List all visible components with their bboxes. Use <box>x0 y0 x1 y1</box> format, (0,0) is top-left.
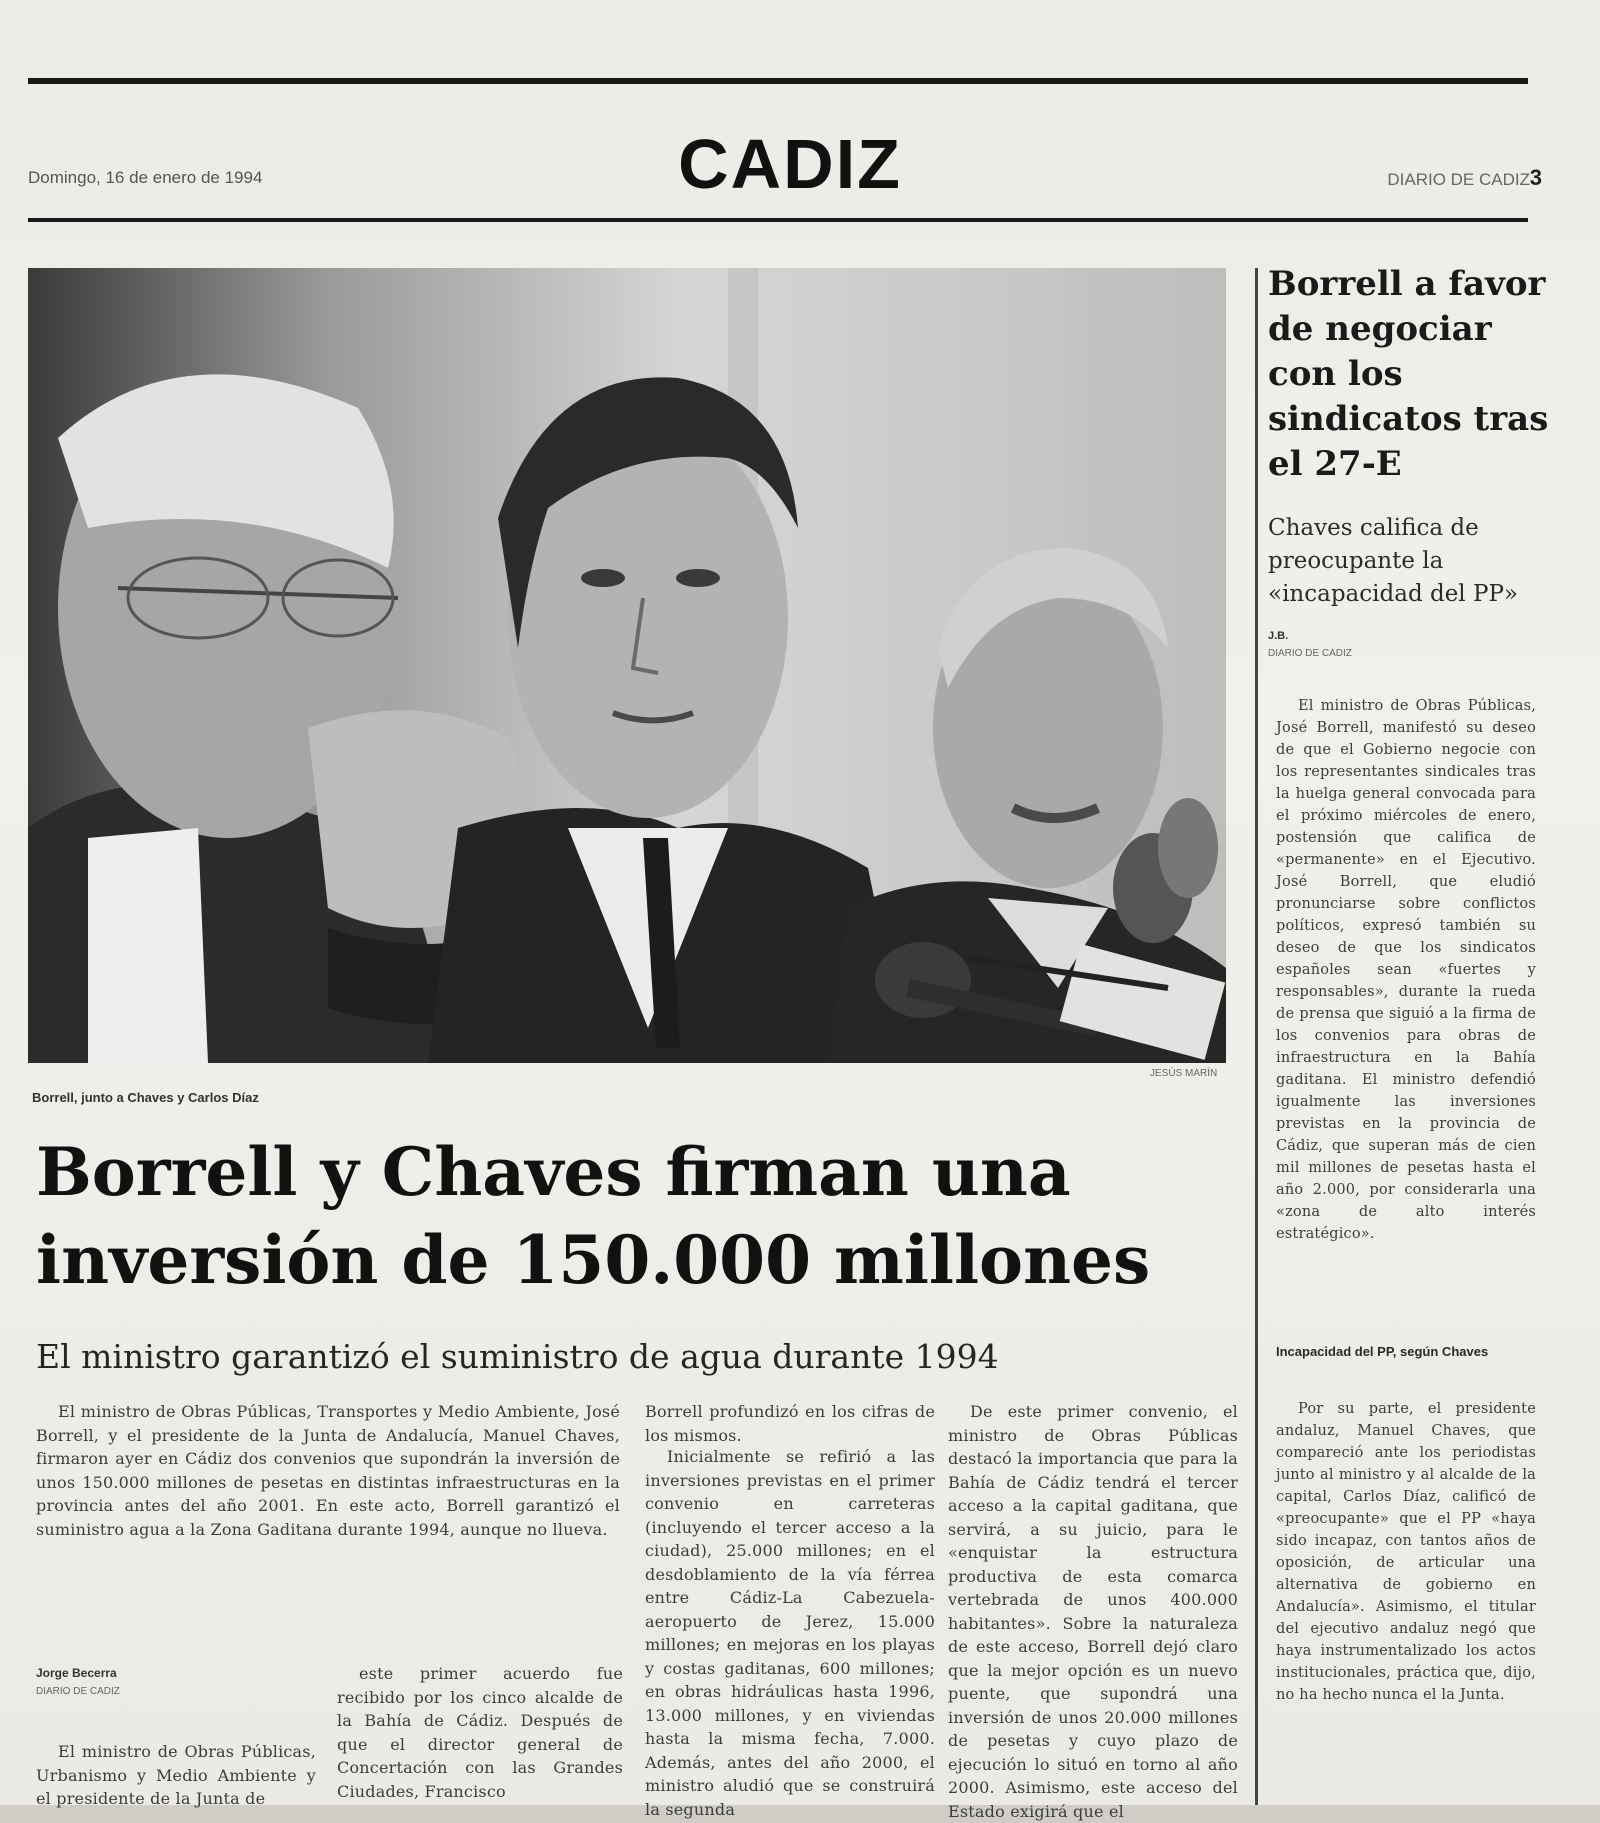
page-number: 3 <box>1529 165 1542 190</box>
column-2-text: Inicialmente se refirió a las inversiones previstas en el primer convenio en carreteras (incluyendo el tercer acceso a la ciudad), 25.000 millones; en el desdoblamiento de la vía férrea entre Cádiz-La Cabezuela-aeropuerto de Jerez, 15.000 millones; en mejoras en los playas y costas gaditanas, 600 millones; en obras hidráulicas hasta 1996, 13.000 millones, y en viviendas hasta la misma fecha, 7.000. Además, antes del año 2000, el ministro aludió que se construirá la segunda <box>645 1447 935 1819</box>
column-1b-text: este primer acuerdo fue recibido por los cinco alcalde de la Bahía de Cádiz. Después de que el director general de Concertación con las Grandes Ciudades, Francisco <box>337 1664 623 1801</box>
sidebar-subheadline: Chaves califica de preocupante la «incapacidad del PP» <box>1268 515 1519 607</box>
headline-line-2: inversión de 150.000 millones <box>36 1221 1151 1299</box>
article-column-1b <box>337 1662 623 1805</box>
column-2-top-text: Borrell profundizó en los cifras de los mismos. <box>645 1402 935 1445</box>
article-lead <box>36 1400 620 1635</box>
sidebar-text-1: El ministro de Obras Públicas, José Borrell, manifestó su deseo de que el Gobierno negocie con los representantes sindicales tras la huelga general convocada para el próximo miércoles de enero, postensión que califica de «permanente» en el Ejecutivo. José Borrell, que eludió pronunciarse sobre conflictos políticos, expresó también su deseo de que los sindicatos españoles sean «fuertes y responsables», durante la rueda de prensa que siguió a la firma de los convenios para obras de infraestructura en la Bahía gaditana. El ministro defendió igualmente las inversiones previstas en la provincia de Cádiz, que superan más de cien mil millones de pesetas hasta el año 2.000, por considerarla una «zona de alto interés estratégico». <box>1276 698 1536 1242</box>
article-column-1 <box>36 1740 316 1808</box>
headline <box>36 1128 1236 1304</box>
press-conference-photo <box>28 268 1226 1063</box>
masthead-bottom-rule <box>28 218 1528 222</box>
sidebar-headline: Borrell a favor de negociar con los sindicatos tras el 27-E <box>1268 264 1549 484</box>
photo-caption: Borrell, junto a Chaves y Carlos Díaz <box>32 1090 259 1105</box>
column-3-text: De este primer convenio, el ministro de Obras Públicas destacó la importancia que para la Bahía de Cádiz tendrá el tercer acceso a la capital gaditana, que servirá, a su juicio, para le «enquistar la estructura productiva de esta comarca vertebrada de unos 400.000 habitantes». Sobre la naturaleza de este acceso, Borrell dejó claro que la mejor opción es un nuevo puente, que supondrá una inversión de unos 20.000 millones de pesetas y cuyo plazo de ejecución lo situó en torno al año 2000. Asimismo, este acceso del Estado exigirá que el <box>948 1402 1238 1821</box>
byline-author: Jorge Becerra <box>36 1666 117 1680</box>
lead-paragraph: El ministro de Obras Públicas, Transportes y Medio Ambiente, José Borrell, y el presidente de la Junta de Andalucía, Manuel Chaves, firmaron ayer en Cádiz dos convenios que supondrán la inversión de unos 150.000 millones de pesetas en distintas infraestructuras en la provincia antes del año 2001. En este acto, Borrell garantizó el suministro agua a la Zona Gaditana durante 1994, aunque no llueva. <box>36 1402 620 1539</box>
column-1-text: El ministro de Obras Públicas, Urbanismo y Medio Ambiente y el presidente de la Junta de <box>36 1742 316 1808</box>
headline-line-1: Borrell y Chaves firman una <box>36 1133 1071 1211</box>
article-column-2 <box>645 1445 935 1819</box>
sidebar-text-2: Por su parte, el presidente andaluz, Manuel Chaves, que compareció ante los periodistas junto al ministro y al alcalde de la capital, Carlos Díaz, calificó de «preocupante» que el PP «haya sido incapaz, con tantos años de oposición, de articular una alternativa de gobierno en Andalucía». Asimismo, el titular del ejecutivo andaluz negó que haya instrumentalizado los actos institucionales, práctica que, dijo, no ha hecho nunca el la Junta. <box>1276 1401 1536 1703</box>
newspaper-name: DIARIO DE CADIZ <box>1387 170 1530 189</box>
byline-paper: DIARIO DE CADIZ <box>36 1686 120 1697</box>
sidebar-byline-author: J.B. <box>1268 630 1289 642</box>
section-title: CADIZ <box>678 125 902 203</box>
news-photo <box>28 268 1226 1063</box>
sidebar-section-heading: Incapacidad del PP, según Chaves <box>1276 1344 1489 1359</box>
sidebar-body-2 <box>1276 1398 1536 1805</box>
masthead-top-rule <box>28 78 1528 84</box>
column-divider <box>1255 268 1258 1805</box>
article-column-3 <box>948 1400 1238 1821</box>
sidebar-byline-paper: DIARIO DE CADIZ <box>1268 648 1352 659</box>
article-column-2-top <box>645 1400 935 1445</box>
subheadline: El ministro garantizó el suministro de agua durante 1994 <box>36 1337 999 1376</box>
photo-credit: JESÚS MARÍN <box>1150 1068 1218 1079</box>
issue-date: Domingo, 16 de enero de 1994 <box>28 168 263 187</box>
sidebar-body-1 <box>1276 695 1536 1310</box>
